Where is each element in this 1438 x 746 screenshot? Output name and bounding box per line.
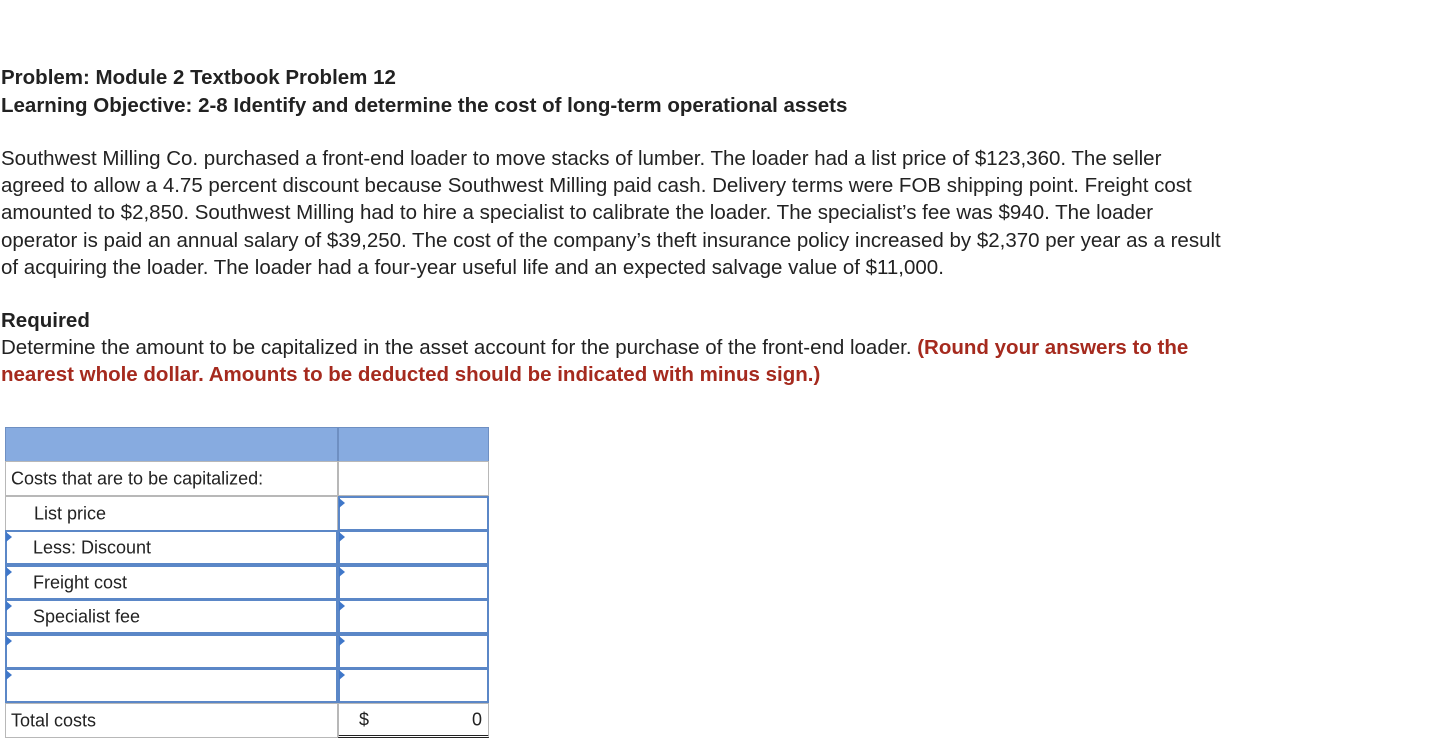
table-row bbox=[5, 496, 489, 531]
section-value-cell bbox=[338, 461, 489, 496]
required-section bbox=[1, 307, 1433, 389]
amount-input[interactable] bbox=[338, 668, 489, 703]
learning-objective: Learning Objective: 2-8 Identify and determine the cost of long-term operational assets bbox=[1, 94, 848, 117]
amount-input[interactable] bbox=[338, 634, 489, 669]
problem-description bbox=[1, 145, 1433, 281]
section-label-row bbox=[5, 461, 489, 496]
required-title: Required bbox=[1, 309, 90, 332]
total-label: Total costs bbox=[11, 710, 97, 730]
description-line: of acquiring the loader. The loader had a four-year useful life and an expected salvage value of $11,000. bbox=[1, 255, 944, 279]
specialist-fee-input[interactable] bbox=[338, 599, 489, 634]
table-row bbox=[5, 599, 489, 634]
freight-cost-input[interactable] bbox=[338, 565, 489, 600]
table-row bbox=[5, 565, 489, 600]
row-label-input[interactable] bbox=[5, 530, 338, 565]
problem-title: Problem: Module 2 Textbook Problem 12 bbox=[1, 66, 396, 89]
section-label: Costs that are to be capitalized: bbox=[11, 468, 264, 488]
rounding-note-part1: (Round your answers to the bbox=[917, 336, 1189, 360]
description-line: amounted to $2,850. Southwest Milling had to hire a specialist to calibrate the loader. The specialist’s fee was $940. The loader bbox=[1, 201, 1154, 225]
list-price-input[interactable] bbox=[338, 496, 489, 531]
total-value: 0 bbox=[471, 709, 482, 729]
row-label-cell bbox=[5, 496, 338, 531]
row-label-input[interactable] bbox=[5, 599, 338, 634]
row-label: List price bbox=[34, 503, 107, 523]
row-label-input[interactable] bbox=[5, 565, 338, 600]
total-label-cell bbox=[5, 703, 338, 738]
rounding-note-part2: nearest whole dollar. Amounts to be deducted should be indicated with minus sign.) bbox=[1, 363, 821, 387]
row-label: Freight cost bbox=[33, 572, 128, 592]
total-row bbox=[5, 703, 489, 738]
row-label-input[interactable] bbox=[5, 668, 338, 703]
row-label-input[interactable] bbox=[5, 634, 338, 669]
discount-input[interactable] bbox=[338, 530, 489, 565]
table-row bbox=[5, 668, 489, 703]
description-line: operator is paid an annual salary of $39,250. The cost of the company’s theft insurance policy increased by $2,370 per year as a result bbox=[1, 228, 1221, 252]
table-row bbox=[5, 634, 489, 669]
header-cell-right bbox=[338, 427, 489, 462]
total-value-cell bbox=[338, 703, 489, 738]
row-label: Specialist fee bbox=[33, 606, 141, 626]
currency-symbol: $ bbox=[359, 709, 370, 729]
required-instruction-line1 bbox=[1, 334, 1433, 361]
description-line: Southwest Milling Co. purchased a front-end loader to move stacks of lumber. The loader had a list price of $123,360. The seller bbox=[1, 147, 1162, 170]
table-row bbox=[5, 530, 489, 565]
required-instruction: Determine the amount to be capitalized in the asset account for the purchase of the front-end loader. bbox=[1, 336, 918, 360]
capitalization-table bbox=[5, 427, 489, 739]
problem-header bbox=[1, 64, 847, 120]
section-label-cell bbox=[5, 461, 338, 496]
header-cell-left bbox=[5, 427, 338, 462]
row-label: Less: Discount bbox=[33, 537, 152, 557]
table-header-row bbox=[5, 427, 489, 462]
description-line: agreed to allow a 4.75 percent discount because Southwest Milling paid cash. Delivery terms were FOB shipping point. Freight cost bbox=[1, 174, 1192, 198]
